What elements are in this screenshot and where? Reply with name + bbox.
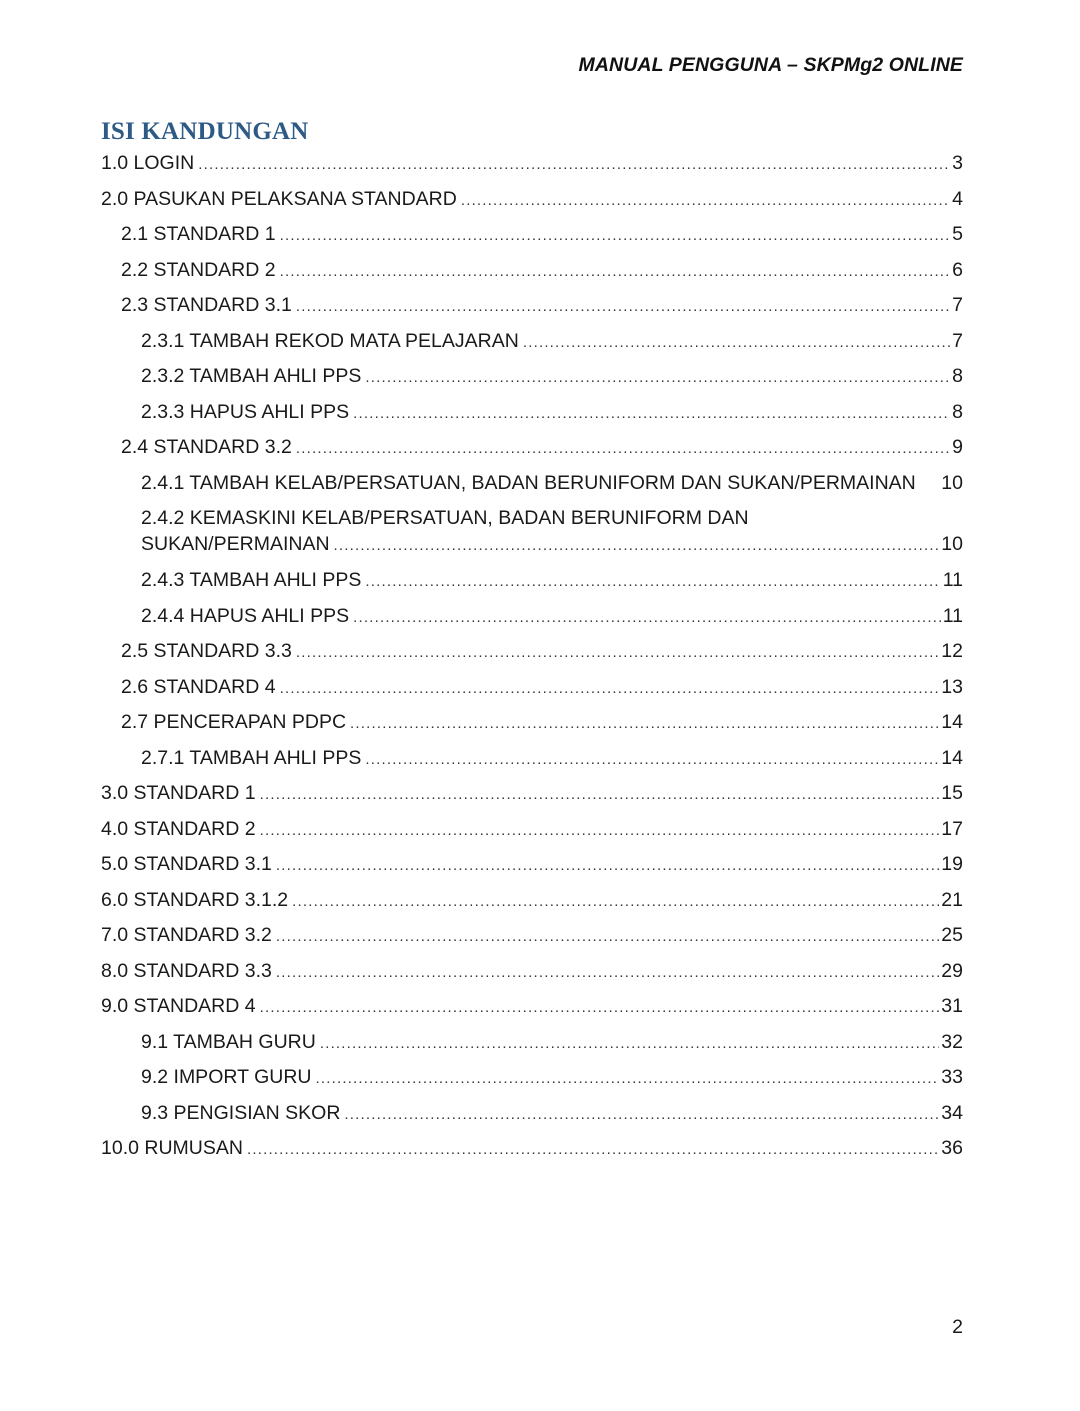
toc-page-number: 32 xyxy=(941,1030,963,1053)
toc-entry-text: 3.0 STANDARD 1 xyxy=(101,782,256,804)
toc-entry[interactable] xyxy=(0,1100,1080,1136)
toc-entry-text: 9.1 TAMBAH GURU xyxy=(141,1030,316,1053)
toc-entry[interactable] xyxy=(0,922,1080,958)
toc-page-number: 33 xyxy=(941,1066,963,1088)
toc-entry-text: 9.2 IMPORT GURU xyxy=(141,1066,312,1088)
toc-entry[interactable] xyxy=(0,638,1080,674)
toc-entry[interactable] xyxy=(0,603,1080,639)
toc-dot-leader xyxy=(353,605,941,631)
toc-entry[interactable] xyxy=(0,257,1080,293)
toc-dot-leader xyxy=(320,1031,939,1057)
table-of-contents xyxy=(0,150,1080,1171)
toc-entry[interactable] xyxy=(0,363,1080,399)
toc-entry[interactable] xyxy=(0,674,1080,710)
toc-page-number: 29 xyxy=(941,959,963,982)
toc-dot-leader xyxy=(276,924,939,950)
toc-entry[interactable] xyxy=(0,292,1080,328)
toc-page-number: 31 xyxy=(941,995,963,1017)
toc-entry[interactable] xyxy=(0,993,1080,1029)
toc-entry-text: 2.4.4 HAPUS AHLI PPS xyxy=(141,604,350,627)
toc-dot-leader xyxy=(296,436,950,462)
toc-page-number: 10 xyxy=(941,471,963,494)
toc-entry[interactable] xyxy=(0,780,1080,816)
toc-page-number: 34 xyxy=(941,1101,963,1124)
toc-page-number: 7 xyxy=(952,294,963,316)
toc-entry[interactable] xyxy=(0,221,1080,257)
toc-entry[interactable] xyxy=(0,399,1080,435)
toc-entry[interactable] xyxy=(0,709,1080,745)
toc-entry-text: 6.0 STANDARD 3.1.2 xyxy=(101,888,289,911)
toc-entry[interactable] xyxy=(0,505,1080,567)
toc-entry-text: SUKAN/PERMAINAN xyxy=(141,533,330,555)
toc-entry-text: 2.6 STANDARD 4 xyxy=(121,675,276,698)
toc-dot-leader xyxy=(292,889,939,915)
toc-entry-text: 2.3 STANDARD 3.1 xyxy=(121,294,292,316)
toc-page-number: 7 xyxy=(952,329,963,352)
toc-entry[interactable] xyxy=(0,470,1080,506)
toc-entry-text: 2.2 STANDARD 2 xyxy=(121,258,276,281)
toc-page-number: 11 xyxy=(942,569,963,591)
toc-entry[interactable] xyxy=(0,1029,1080,1065)
page-header-title: MANUAL PENGGUNA – SKPMg2 ONLINE xyxy=(578,54,963,76)
toc-page-number: 14 xyxy=(941,711,963,733)
toc-dot-leader xyxy=(280,259,951,285)
toc-entry[interactable] xyxy=(0,1135,1080,1171)
toc-page-number: 5 xyxy=(952,223,963,245)
toc-dot-leader xyxy=(198,152,950,178)
toc-dot-leader xyxy=(315,1066,939,1092)
toc-entry-text: 5.0 STANDARD 3.1 xyxy=(101,853,272,875)
toc-entry[interactable] xyxy=(0,434,1080,470)
toc-heading: ISI KANDUNGAN xyxy=(101,118,309,145)
toc-entry[interactable] xyxy=(0,150,1080,186)
toc-dot-leader xyxy=(334,533,940,559)
toc-page-number: 11 xyxy=(942,604,963,627)
toc-dot-leader xyxy=(350,711,939,737)
toc-entry-text: 2.3.2 TAMBAH AHLI PPS xyxy=(141,365,362,387)
toc-entry[interactable] xyxy=(0,1064,1080,1100)
toc-entry[interactable] xyxy=(0,851,1080,887)
toc-page-number: 25 xyxy=(941,924,963,946)
toc-entry-row xyxy=(141,531,963,559)
toc-page-number: 12 xyxy=(941,640,963,662)
toc-entry[interactable] xyxy=(0,186,1080,222)
toc-entry-text: 9.3 PENGISIAN SKOR xyxy=(141,1101,341,1124)
toc-entry[interactable] xyxy=(0,567,1080,603)
toc-entry-text: 4.0 STANDARD 2 xyxy=(101,817,256,840)
toc-entry-text: 10.0 RUMUSAN xyxy=(101,1137,243,1159)
toc-entry-text: 2.3.3 HAPUS AHLI PPS xyxy=(141,400,350,423)
toc-page-number: 19 xyxy=(941,853,963,875)
toc-entry-text: 7.0 STANDARD 3.2 xyxy=(101,924,272,946)
toc-page-number: 15 xyxy=(941,782,963,804)
toc-page-number: 10 xyxy=(941,533,963,555)
toc-entry[interactable] xyxy=(0,745,1080,781)
toc-dot-leader xyxy=(353,401,950,427)
toc-entry-text: 2.5 STANDARD 3.3 xyxy=(121,640,292,662)
toc-dot-leader xyxy=(260,818,940,844)
page-number: 2 xyxy=(952,1316,963,1338)
toc-dot-leader xyxy=(461,188,950,214)
toc-page-number: 8 xyxy=(952,365,963,387)
toc-dot-leader xyxy=(523,330,950,356)
toc-dot-leader xyxy=(296,294,950,320)
toc-entry-text: 9.0 STANDARD 4 xyxy=(101,995,256,1017)
toc-entry-text: 2.3.1 TAMBAH REKOD MATA PELAJARAN xyxy=(141,329,519,352)
toc-entry[interactable] xyxy=(0,328,1080,364)
toc-entry[interactable] xyxy=(0,887,1080,923)
toc-dot-leader xyxy=(276,960,939,986)
toc-dot-leader xyxy=(365,747,939,773)
toc-dot-leader xyxy=(365,569,940,595)
toc-page-number: 21 xyxy=(941,888,963,911)
toc-page-number: 17 xyxy=(941,817,963,840)
toc-entry-text: 2.4 STANDARD 3.2 xyxy=(121,436,292,458)
toc-dot-leader xyxy=(260,782,940,808)
toc-dot-leader xyxy=(344,1102,939,1128)
toc-entry[interactable] xyxy=(0,816,1080,852)
toc-entry-text: 8.0 STANDARD 3.3 xyxy=(101,959,272,982)
toc-entry[interactable] xyxy=(0,958,1080,994)
toc-entry-text: 1.0 LOGIN xyxy=(101,152,195,174)
toc-dot-leader xyxy=(247,1137,939,1163)
toc-dot-leader xyxy=(276,853,939,879)
toc-dot-leader xyxy=(365,365,950,391)
toc-entry-text: 2.1 STANDARD 1 xyxy=(121,223,276,245)
toc-page-number: 3 xyxy=(952,152,963,174)
toc-entry-text: 2.4.3 TAMBAH AHLI PPS xyxy=(141,569,362,591)
toc-page-number: 9 xyxy=(952,436,963,458)
toc-entry-text: 2.7 PENCERAPAN PDPC xyxy=(121,711,347,733)
toc-page-number: 36 xyxy=(941,1137,963,1159)
toc-entry-text: 2.7.1 TAMBAH AHLI PPS xyxy=(141,746,362,769)
toc-dot-leader xyxy=(296,640,939,666)
toc-dot-leader xyxy=(260,995,940,1021)
toc-page-number: 14 xyxy=(941,746,963,769)
toc-dot-leader xyxy=(280,676,940,702)
toc-entry-text: 2.0 PASUKAN PELAKSANA STANDARD xyxy=(101,187,457,210)
toc-page-number: 4 xyxy=(952,187,963,210)
toc-page-number: 13 xyxy=(941,675,963,698)
toc-page-number: 6 xyxy=(952,258,963,281)
toc-entry-text: 2.4.1 TAMBAH KELAB/PERSATUAN, BADAN BERUNIFORM DAN SUKAN/PERMAINAN xyxy=(141,471,916,494)
toc-entry-text-line1: 2.4.2 KEMASKINI KELAB/PERSATUAN, BADAN BERUNIFORM DAN xyxy=(141,507,749,529)
toc-page-number: 8 xyxy=(952,400,963,423)
toc-dot-leader xyxy=(280,223,951,249)
